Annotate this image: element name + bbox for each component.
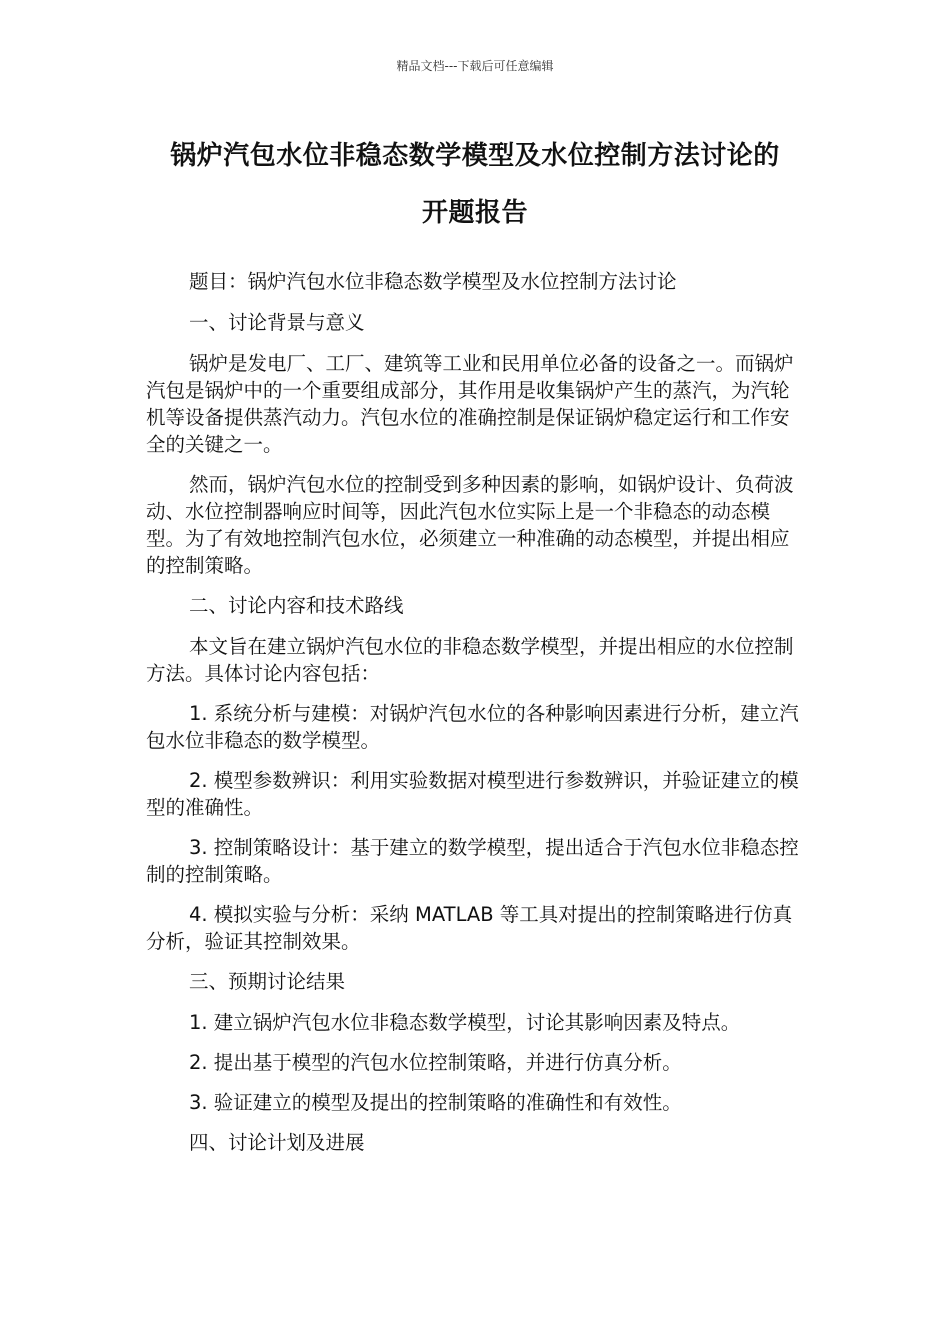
- result-item-1: 1. 建立锅炉汽包水位非稳态数学模型，讨论其影响因素及特点。: [189, 1011, 741, 1034]
- document-title: [120, 128, 830, 242]
- paragraph-background: 锅炉是发电厂、工厂、建筑等工业和民用单位必备的设备之一。而锅炉汽包是锅炉中的一个重要组成部分，其作用是收集锅炉产生的蒸汽，为汽轮机等设备提供蒸汽动力。汽包水位的准确控制是保证锅炉稳定运行和工作安全的关键之一。: [146, 352, 794, 456]
- paragraph-challenges: 然而，锅炉汽包水位的控制受到多种因素的影响，如锅炉设计、负荷波动、水位控制器响应时间等，因此汽包水位实际上是一个非稳态的动态模型。为了有效地控制汽包水位，必须建立一种准确的动态模型，并提出相应的控制策略。: [146, 473, 794, 577]
- title-line-1: 锅炉汽包水位非稳态数学模型及水位控制方法讨论的: [170, 141, 780, 171]
- topic-line: 题目：锅炉汽包水位非稳态数学模型及水位控制方法讨论: [189, 270, 677, 293]
- list-item-identification: 2. 模型参数辨识：利用实验数据对模型进行参数辨识，并验证建立的模型的准确性。: [146, 769, 799, 819]
- result-item-2: 2. 提出基于模型的汽包水位控制策略，并进行仿真分析。: [189, 1051, 682, 1074]
- list-item-modeling: 1. 系统分析与建模：对锅炉汽包水位的各种影响因素进行分析，建立汽包水位非稳态的数学模型。: [146, 702, 799, 752]
- result-item-3: 3. 验证建立的模型及提出的控制策略的准确性和有效性。: [189, 1091, 682, 1114]
- paragraph-objective: 本文旨在建立锅炉汽包水位的非稳态数学模型，并提出相应的水位控制方法。具体讨论内容包括：: [146, 635, 794, 685]
- section-heading-background: 一、讨论背景与意义: [189, 311, 365, 334]
- title-line-2: 开题报告: [421, 198, 528, 228]
- list-item-simulation: 4. 模拟实验与分析：采纳 MATLAB 等工具对提出的控制策略进行仿真分析，验证其控制效果。: [146, 903, 793, 953]
- section-heading-content: 二、讨论内容和技术路线: [189, 594, 404, 617]
- document-body: [146, 268, 806, 1170]
- list-item-control-design: 3. 控制策略设计：基于建立的数学模型，提出适合于汽包水位非稳态控制的控制策略。: [146, 836, 799, 886]
- section-heading-results: 三、预期讨论结果: [189, 970, 346, 993]
- header-note: 精品文档---下载后可任意编辑: [396, 59, 554, 73]
- section-heading-plan: 四、讨论计划及进展: [189, 1131, 365, 1154]
